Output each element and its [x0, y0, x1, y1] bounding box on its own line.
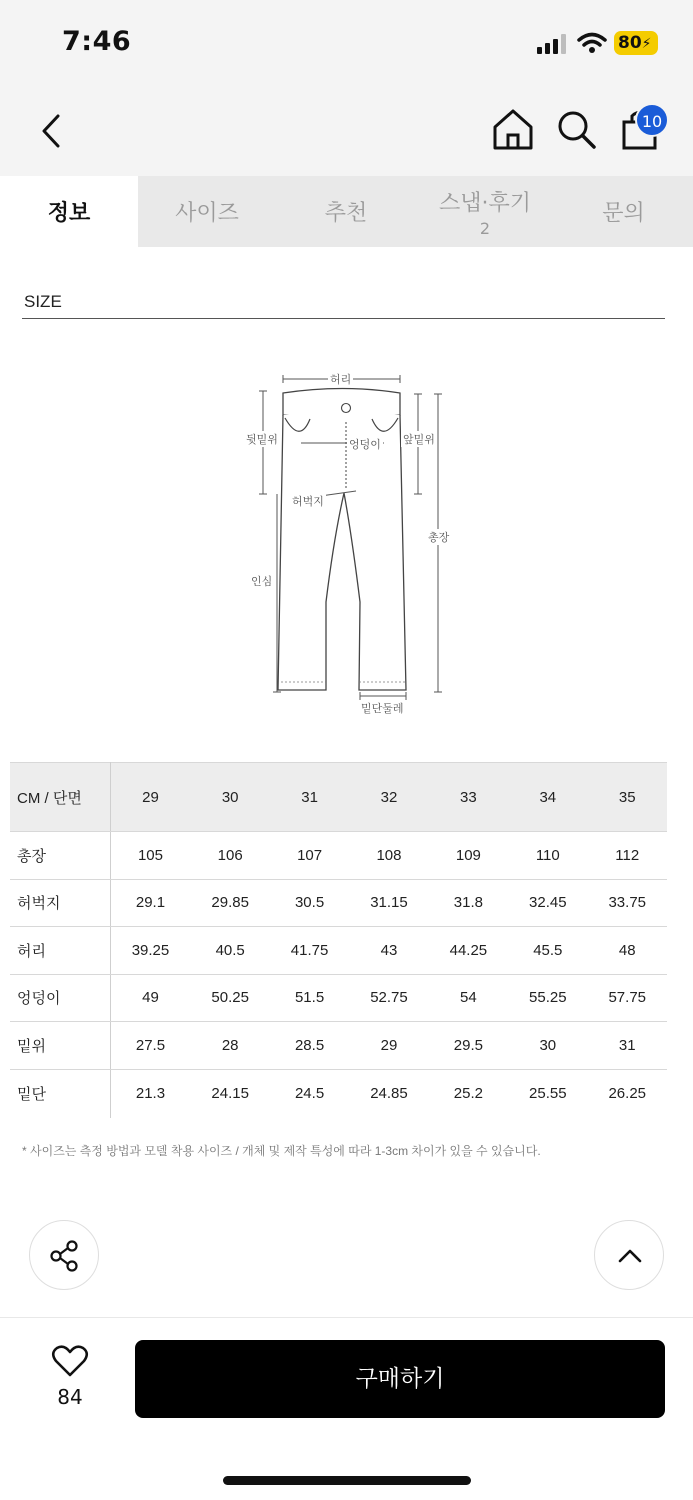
- tab-info[interactable]: [0, 176, 138, 247]
- diagram-label-thigh: 허벅지: [292, 495, 324, 508]
- table-cell: 31.15: [349, 879, 428, 927]
- tab-inquiry[interactable]: [554, 176, 693, 247]
- row-label: 밑단: [10, 1069, 110, 1118]
- status-time: 7:46: [62, 26, 132, 57]
- table-header-row: [10, 763, 667, 832]
- status-bar: [0, 0, 693, 88]
- size-disclaimer: * 사이즈는 측정 방법과 모델 착용 사이즈 / 개체 및 제작 특성에 따라 1-3cm 차이가 있을 수 있습니다.: [22, 1144, 541, 1158]
- like-count: 84: [57, 1385, 83, 1409]
- row-label: 허벅지: [10, 879, 110, 927]
- table-cell: 40.5: [190, 927, 269, 975]
- table-cell: 24.15: [211, 1085, 249, 1103]
- table-cell: 48: [588, 927, 668, 975]
- table-cell: 21.3: [135, 1085, 166, 1103]
- table-cell: 28: [190, 1022, 269, 1070]
- table-cell: 110: [508, 832, 587, 880]
- section-title: SIZE: [24, 292, 62, 311]
- table-cell: 45.5: [508, 927, 587, 975]
- table-cell: 107: [270, 832, 349, 880]
- table-cell: 54: [429, 974, 508, 1022]
- row-label: 총장: [10, 832, 110, 880]
- table-cell: 24.5: [294, 1085, 325, 1103]
- table-row: [10, 974, 667, 1022]
- table-cell: 25.55: [529, 1085, 567, 1103]
- size-header: 33: [429, 763, 508, 832]
- size-header: 34: [508, 763, 587, 832]
- divider: [22, 318, 665, 319]
- size-table: [10, 762, 667, 1118]
- diagram-label-front-rise: 앞밑위: [403, 433, 435, 446]
- size-header: 31: [270, 763, 349, 832]
- heart-icon[interactable]: [51, 1344, 89, 1378]
- table-cell: 55.25: [508, 974, 587, 1022]
- chevron-up-icon: [613, 1239, 647, 1273]
- table-cell: 109: [429, 832, 508, 880]
- table-row: [10, 927, 667, 975]
- tab-review-count: 2: [479, 218, 491, 238]
- table-cell: 31.8: [429, 879, 508, 927]
- table-header-unit: CM / 단면: [10, 763, 110, 832]
- table-cell: 30: [508, 1022, 587, 1070]
- row-label: 허리: [10, 927, 110, 975]
- cart-count-badge: 10: [635, 103, 669, 137]
- tab-label: 추천: [324, 201, 368, 226]
- size-header: 30: [190, 763, 269, 832]
- home-indicator: [223, 1476, 471, 1485]
- charging-icon: ⚡: [641, 36, 652, 52]
- tab-label: 사이즈: [175, 201, 239, 226]
- table-cell: 44.25: [429, 927, 508, 975]
- table-cell: 29.85: [190, 879, 269, 927]
- table-cell: 32.45: [508, 879, 587, 927]
- share-button[interactable]: [29, 1220, 99, 1290]
- table-row: [10, 1069, 667, 1118]
- table-cell: 106: [190, 832, 269, 880]
- table-cell: 43: [349, 927, 428, 975]
- diagram-label-inseam: 인심: [251, 575, 273, 588]
- product-tabs: [0, 176, 693, 247]
- table-cell: 108: [349, 832, 428, 880]
- wifi-icon: [577, 32, 607, 54]
- table-cell: 29.5: [429, 1022, 508, 1070]
- nav-header: [0, 88, 693, 176]
- table-cell: 49: [110, 974, 190, 1022]
- battery-level: 80: [618, 33, 642, 53]
- diagram-label-hip: 엉덩이: [349, 438, 381, 451]
- divider: [0, 1317, 693, 1318]
- tab-label: 스냅·후기: [438, 190, 531, 216]
- table-cell: 29: [349, 1022, 428, 1070]
- table-cell: 105: [110, 832, 190, 880]
- table-cell: 26.25: [608, 1085, 647, 1103]
- search-icon[interactable]: [553, 106, 599, 152]
- table-cell: 51.5: [270, 974, 349, 1022]
- row-label: 엉덩이: [10, 974, 110, 1022]
- table-row: [10, 1022, 667, 1070]
- table-cell: 28.5: [270, 1022, 349, 1070]
- table-cell: 33.75: [588, 879, 668, 927]
- battery-indicator: [614, 31, 658, 55]
- tab-label: 문의: [602, 201, 645, 226]
- pants-size-diagram: [240, 362, 460, 722]
- table-cell: 50.25: [190, 974, 269, 1022]
- tab-snap-review[interactable]: [416, 176, 554, 247]
- share-icon: [48, 1239, 82, 1273]
- scroll-top-button[interactable]: [594, 1220, 664, 1290]
- signal-icon: [537, 34, 567, 54]
- tab-size[interactable]: [138, 176, 276, 247]
- row-label: 밑위: [10, 1022, 110, 1070]
- back-icon[interactable]: [30, 108, 76, 154]
- size-header: 29: [110, 763, 190, 832]
- tab-recommend[interactable]: [276, 176, 416, 247]
- home-icon[interactable]: [490, 106, 536, 152]
- buy-button[interactable]: 구매하기: [135, 1340, 665, 1418]
- table-cell: 29.1: [110, 879, 190, 927]
- table-cell: 30.5: [270, 879, 349, 927]
- table-cell: 24.85: [370, 1085, 408, 1103]
- table-row: [10, 832, 667, 880]
- table-cell: 57.75: [588, 974, 668, 1022]
- table-cell: 52.75: [349, 974, 428, 1022]
- diagram-label-waist: 허리: [330, 373, 352, 386]
- table-cell: 25.2: [453, 1085, 483, 1103]
- size-header: 32: [349, 763, 428, 832]
- table-cell: 27.5: [110, 1022, 190, 1070]
- table-cell: 41.75: [270, 927, 349, 975]
- size-header: 35: [588, 763, 668, 832]
- table-cell: 112: [588, 832, 668, 880]
- table-cell: 39.25: [110, 927, 190, 975]
- diagram-label-hem: 밑단둘레: [361, 702, 404, 715]
- tab-label: 정보: [47, 201, 91, 226]
- table-row: [10, 879, 667, 927]
- table-cell: 31: [588, 1022, 668, 1070]
- diagram-label-length: 총장: [428, 531, 450, 544]
- diagram-label-back-rise: 뒷밑위: [246, 433, 278, 446]
